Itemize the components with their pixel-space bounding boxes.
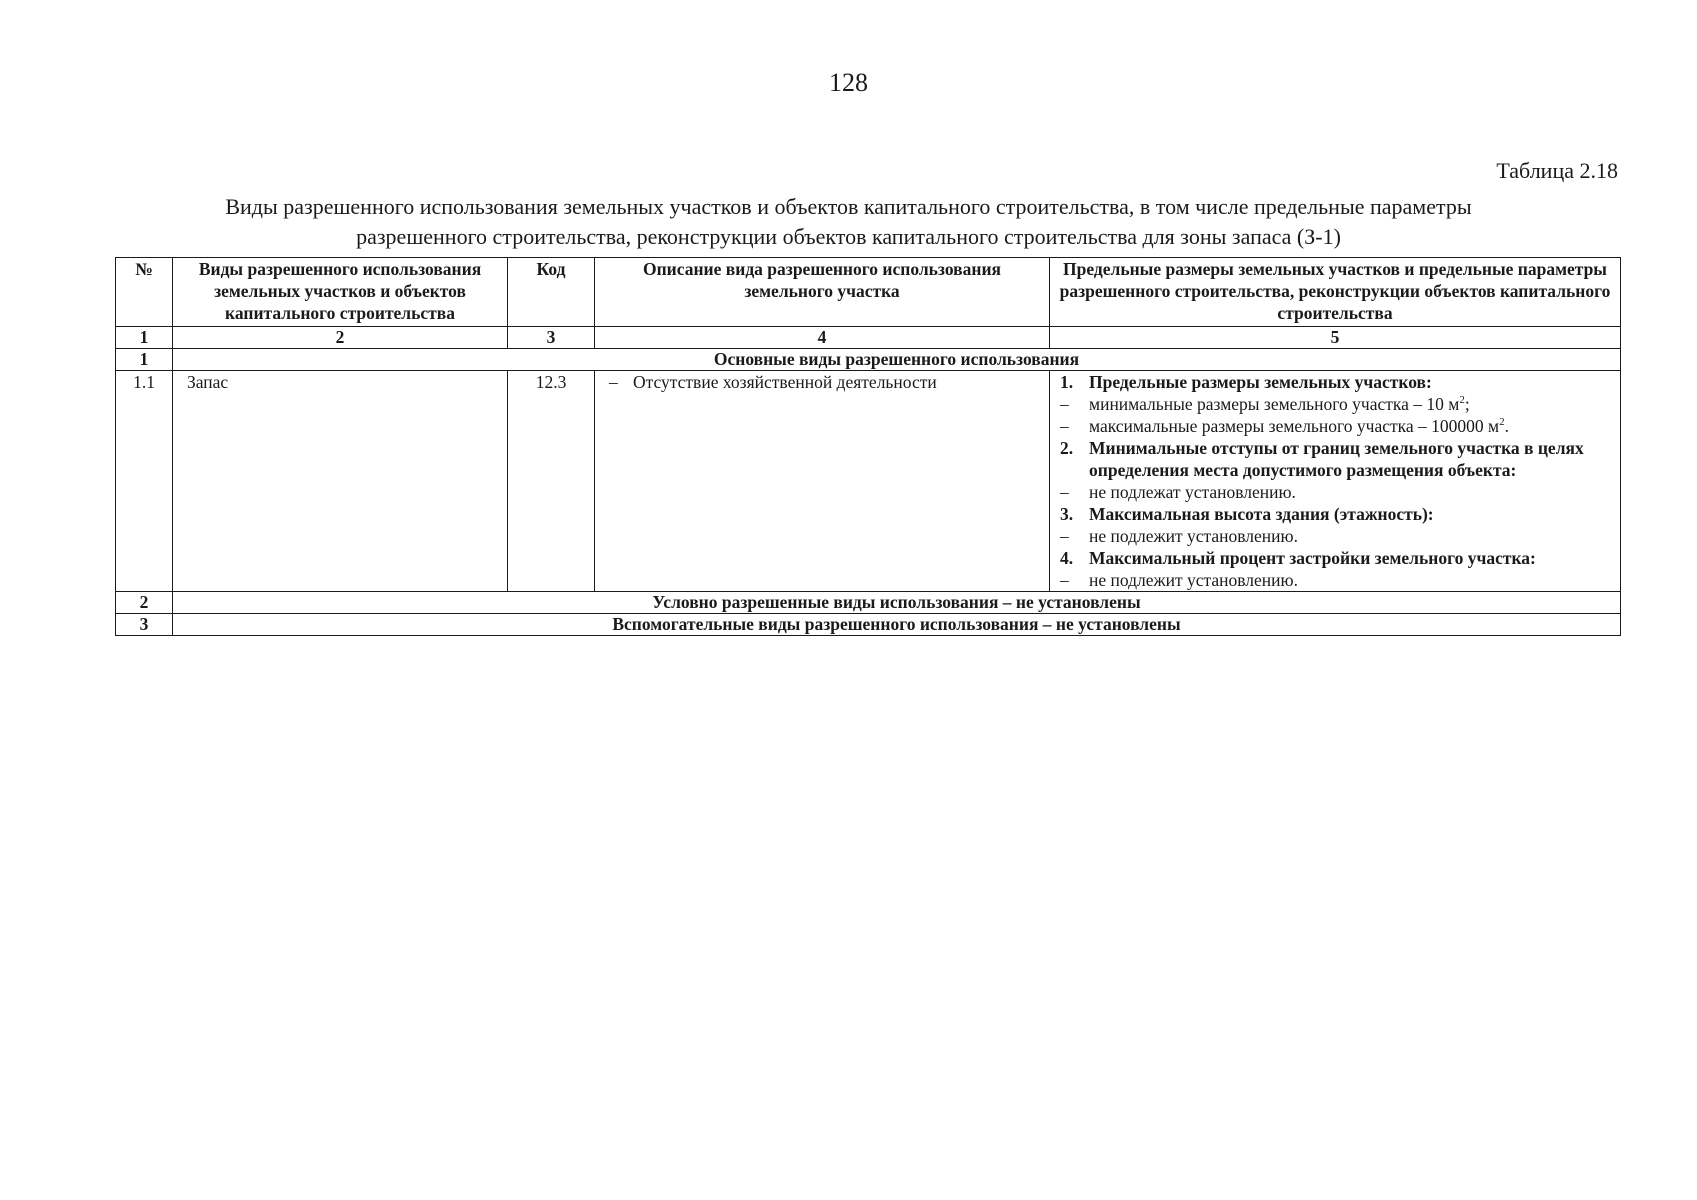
description-text: Отсутствие хозяйственной деятельности — [633, 372, 937, 392]
header-row — [116, 258, 1621, 327]
param-title: Минимальные отступы от границ земельного участка в целях определения места допустимого размещения объекта: — [1089, 438, 1584, 480]
page-number: 128 — [829, 68, 868, 97]
param-section-1 — [1060, 371, 1616, 393]
param-value: минимальные размеры земельного участка – 10 $м^2$; — [1089, 394, 1470, 414]
section-row-main — [116, 349, 1621, 371]
section-no: 2 — [116, 592, 173, 614]
param-item — [1060, 393, 1616, 415]
param-item — [1060, 415, 1616, 437]
header-limits: Предельные размеры земельных участков и предельные параметры разрешенного строительства, реконструкции объектов капитального строительства — [1050, 258, 1621, 327]
param-dash: – — [1060, 482, 1069, 502]
param-number: 2. — [1060, 438, 1074, 458]
section-no: 1 — [116, 349, 173, 371]
param-value: не подлежит установлению. — [1089, 570, 1298, 590]
column-number: 4 — [595, 327, 1050, 349]
param-section-2 — [1060, 437, 1616, 481]
param-value: не подлежат установлению. — [1089, 482, 1296, 502]
row-code: 12.3 — [508, 371, 595, 592]
param-dash: – — [1060, 394, 1069, 414]
param-dash: – — [1060, 526, 1069, 546]
param-value: максимальные размеры земельного участка – 100000 $м^2$. — [1089, 416, 1509, 436]
param-title: Максимальный процент застройки земельного участка: — [1089, 548, 1536, 568]
param-number: 3. — [1060, 504, 1074, 524]
description-dash: – — [609, 372, 618, 392]
param-section-3 — [1060, 503, 1616, 525]
param-item — [1060, 525, 1616, 547]
section-title: Вспомогательные виды разрешенного использования – не установлены — [173, 614, 1621, 636]
param-title: Предельные размеры земельных участков: — [1089, 372, 1432, 392]
param-number: 4. — [1060, 548, 1074, 568]
param-title: Максимальная высота здания (этажность): — [1089, 504, 1434, 524]
column-number: 2 — [173, 327, 508, 349]
table-label: Таблица 2.18 — [1496, 158, 1618, 183]
param-dash: – — [1060, 570, 1069, 590]
column-number: 5 — [1050, 327, 1621, 349]
header-description: Описание вида разрешенного использования земельного участка — [595, 258, 1050, 327]
table-row — [116, 371, 1621, 592]
param-dash: – — [1060, 416, 1069, 436]
header-types: Виды разрешенного использования земельных участков и объектов капитального строительства — [173, 258, 508, 327]
header-no: № — [116, 258, 173, 327]
row-no: 1.1 — [116, 371, 173, 592]
section-title: Условно разрешенные виды использования – не установлены — [173, 592, 1621, 614]
header-code: Код — [508, 258, 595, 327]
param-number: 1. — [1060, 372, 1074, 392]
row-params — [1050, 371, 1621, 592]
param-section-4 — [1060, 547, 1616, 569]
land-use-table — [115, 257, 1621, 636]
column-number: 1 — [116, 327, 173, 349]
row-type: Запас — [173, 371, 508, 592]
column-number: 3 — [508, 327, 595, 349]
row-description — [595, 371, 1050, 592]
section-row-auxiliary — [116, 614, 1621, 636]
param-item — [1060, 481, 1616, 503]
column-number-row — [116, 327, 1621, 349]
section-title: Основные виды разрешенного использования — [173, 349, 1621, 371]
param-value: не подлежит установлению. — [1089, 526, 1298, 546]
section-row-conditional — [116, 592, 1621, 614]
section-no: 3 — [116, 614, 173, 636]
param-item — [1060, 569, 1616, 591]
table-caption: Виды разрешенного использования земельных участков и объектов капитального строительства, в том числе предельные параметры разрешенного строительства, реконструкции объектов капитального строительства для зоны запаса (З-1) — [225, 194, 1472, 249]
